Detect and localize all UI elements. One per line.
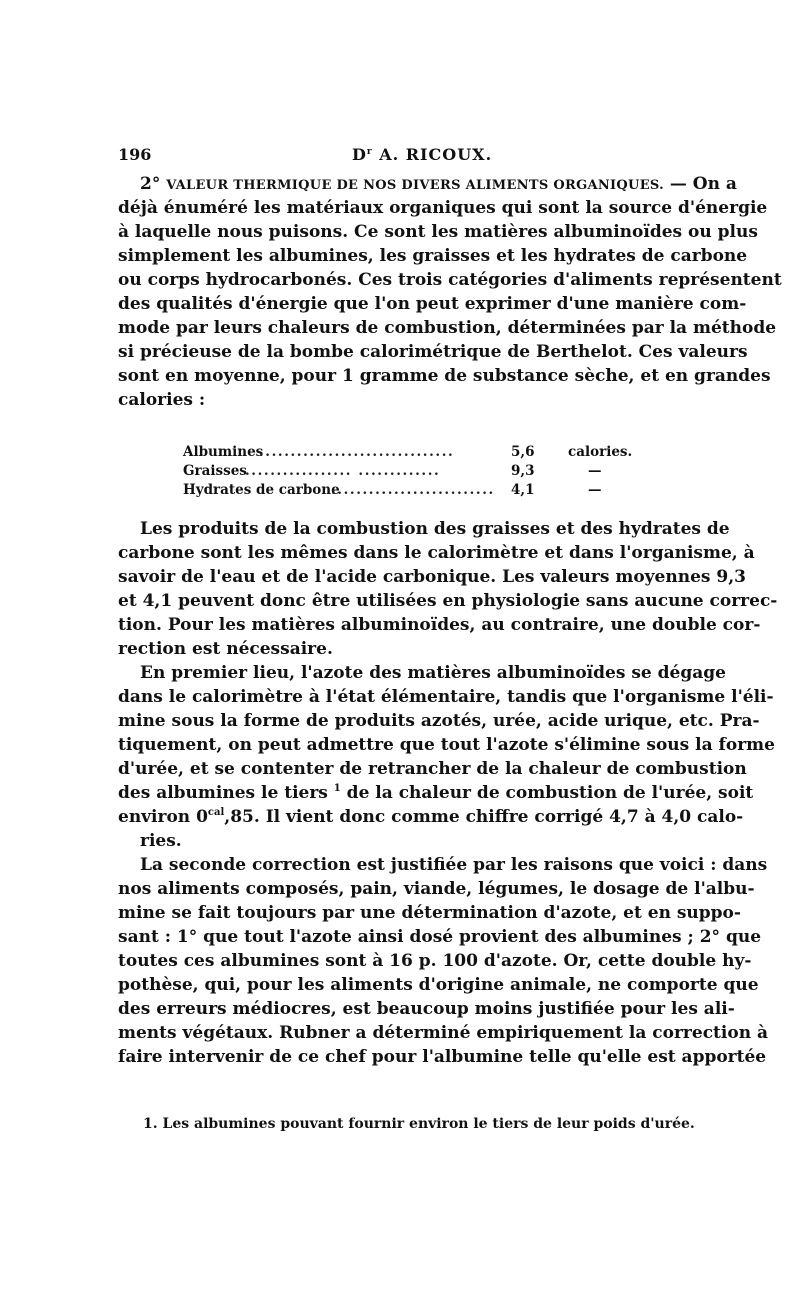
section-intro xyxy=(118,172,782,412)
intro-line: des qualités d'énergie que l'on peut exprimer d'une manière com- xyxy=(118,294,747,314)
calorie-value: 9,3 xyxy=(511,463,535,479)
text-run: des albumines le tiers xyxy=(118,783,334,803)
calorie-table xyxy=(183,443,643,500)
paragraph-line: dans le calorimètre à l'état élémentaire, tandis que l'organisme l'éli- xyxy=(118,687,774,707)
intro-line: déjà énuméré les matériaux organiques qui sont la source d'énergie xyxy=(118,198,768,218)
paragraph-line: Les produits de la combustion des graisses et des hydrates de xyxy=(140,519,730,539)
intro-line: à laquelle nous puisons. Ce sont les matières albuminoïdes ou plus xyxy=(118,222,758,242)
paragraph-line: des erreurs médiocres, est beaucoup moins justifiée pour les ali- xyxy=(118,999,735,1019)
calorie-unit: calories. xyxy=(568,444,633,460)
paragraph-line: mine sous la forme de produits azotés, urée, acide urique, etc. Pra- xyxy=(118,711,760,731)
food-name: Albumines xyxy=(183,444,264,460)
paragraph-line: tion. Pour les matières albuminoïdes, au contraire, une double cor- xyxy=(118,615,761,635)
intro-line: simplement les albumines, les graisses et les hydrates de carbone xyxy=(118,246,748,266)
page-number: 196 xyxy=(118,145,152,164)
food-name: Graisses xyxy=(183,463,247,479)
paragraph-line: faire intervenir de ce chef pour l'albumine telle qu'elle est apportée xyxy=(118,1047,767,1067)
intro-line: calories : xyxy=(118,390,206,410)
paragraph-line: La seconde correction est justifiée par les raisons que voici : dans xyxy=(140,855,768,875)
section-title: VALEUR THERMIQUE DE NOS DIVERS ALIMENTS ORGANIQUES. xyxy=(166,178,664,193)
paragraph-line: carbone sont les mêmes dans le calorimètre et dans l'organisme, à xyxy=(118,543,755,563)
text-run: de la chaleur de combustion de l'urée, soit xyxy=(340,783,754,803)
author-prefix-sup: r xyxy=(366,147,373,157)
ditto-mark: — xyxy=(588,463,602,479)
intro-line: si précieuse de la bombe calorimétrique de Berthelot. Ces valeurs xyxy=(118,342,748,362)
paragraph-line: nos aliments composés, pain, viande, légumes, le dosage de l'albu- xyxy=(118,879,755,899)
body-paragraphs xyxy=(118,517,778,1069)
footnote-ref[interactable]: 1 xyxy=(333,783,341,794)
leader-dots: .......................... xyxy=(331,482,495,498)
paragraph-line: et 4,1 peuvent donc être utilisées en physiologie sans aucune correc- xyxy=(118,591,778,611)
text-run: ,85. Il vient donc comme chiffre corrigé 4,7 à 4,0 calo- xyxy=(224,807,744,827)
calorie-value: 4,1 xyxy=(511,482,535,498)
paragraph-line: mine se fait toujours par une détermination d'azote, et en suppo- xyxy=(118,903,741,923)
running-head-author xyxy=(352,145,492,164)
table-row xyxy=(183,443,643,462)
calorie-value: 5,6 xyxy=(511,444,535,460)
footnote-text: Les albumines pouvant fournir environ le tiers de leur poids d'urée. xyxy=(157,1116,695,1132)
section-number: 2° xyxy=(140,174,161,194)
footnote-number: 1. xyxy=(143,1116,158,1132)
paragraph-line: rection est nécessaire. xyxy=(118,639,333,659)
paragraph-line: En premier lieu, l'azote des matières albuminoïdes se dégage xyxy=(140,663,726,683)
leader-dots: ................. ............. xyxy=(245,463,441,479)
table-row xyxy=(183,481,643,500)
paragraph-line: ries. xyxy=(140,831,182,851)
paragraph-line: d'urée, et se contenter de retrancher de la chaleur de combustion xyxy=(118,759,747,779)
section-heading-line xyxy=(118,172,737,196)
footnote xyxy=(143,1114,695,1134)
intro-line: — On a xyxy=(663,174,737,194)
author-name: A. RICOUX. xyxy=(379,145,493,164)
paragraph-line: toutes ces albumines sont à 16 p. 100 d'azote. Or, cette double hy- xyxy=(118,951,752,971)
intro-line: mode par leurs chaleurs de combustion, déterminées par la méthode xyxy=(118,318,777,338)
ditto-mark: — xyxy=(588,482,602,498)
intro-line: ou corps hydrocarbonés. Ces trois catégories d'aliments représentent xyxy=(118,270,782,290)
paragraph-line: ments végétaux. Rubner a déterminé empiriquement la correction à xyxy=(118,1023,768,1043)
intro-line: sont en moyenne, pour 1 gramme de substance sèche, et en grandes xyxy=(118,366,771,386)
paragraph-line: tiquement, on peut admettre que tout l'azote s'élimine sous la forme xyxy=(118,735,775,755)
paragraph-line: sant : 1° que tout l'azote ainsi dosé provient des albumines ; 2° que xyxy=(118,927,762,947)
author-prefix: D xyxy=(352,145,367,164)
paragraph-line: pothèse, qui, pour les aliments d'origine animale, ne comporte que xyxy=(118,975,759,995)
paragraph-line xyxy=(118,805,744,829)
cal-superscript: cal xyxy=(207,807,225,818)
paragraph-line: savoir de l'eau et de l'acide carbonique. Les valeurs moyennes 9,3 xyxy=(118,567,746,587)
paragraph-line xyxy=(118,781,754,805)
text-run: environ 0 xyxy=(118,807,208,827)
table-row xyxy=(183,462,643,481)
food-name: Hydrates de carbone xyxy=(183,482,340,498)
running-head xyxy=(118,145,684,167)
leader-dots: ............................... xyxy=(259,444,455,460)
